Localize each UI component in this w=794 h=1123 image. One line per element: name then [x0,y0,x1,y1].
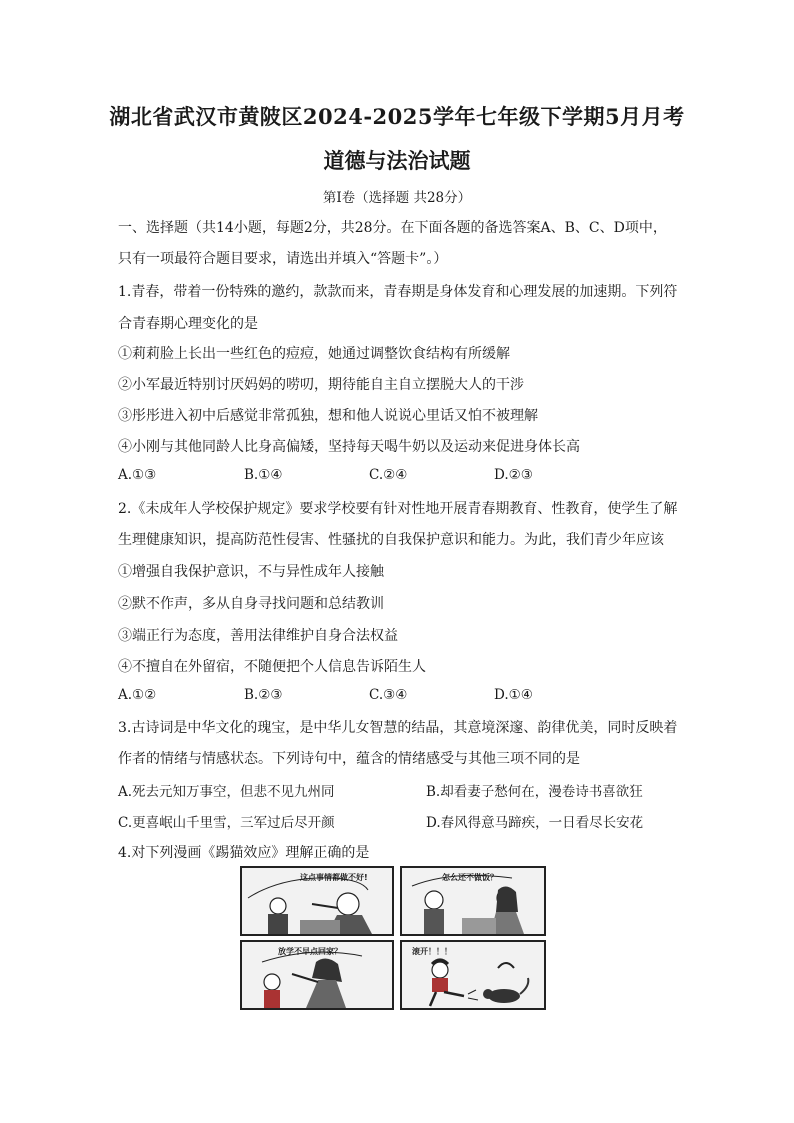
q2-item-3: ③端正行为态度，善用法律维护自身合法权益 [118,628,398,644]
exam-title-line1: 湖北省武汉市黄陂区2024-2025学年七年级下学期5月月考 [109,104,685,129]
q2-option-c: C.③④ [369,687,408,703]
q2-option-a: A.①② [118,687,157,703]
q1-option-a: A.①③ [118,467,157,483]
comic-bubble-3: 放学不早点回家？ [278,947,342,956]
q2-item-1: ①增强自我保护意识，不与异性成年人接触 [118,564,384,580]
q1-option-c: C.②④ [369,467,408,483]
q3-stem-line2: 作者的情绪与情感状态。下列诗句中，蕴含的情绪感受与其他三项不同的是 [118,751,580,767]
q3-option-a: A.死去元知万事空，但悲不见九州同 [118,784,335,800]
q2-stem-line2: 生理健康知识，提高防范性侵害、性骚扰的自我保护意识和能力。为此，我们青少年应该 [118,532,664,548]
q2-stem-line1: 2.《未成年人学校保护规定》要求学校要有针对性地开展青春期教育、性教育，使学生了解 [118,501,678,517]
comic-panel-3 [240,940,394,1010]
q2-item-2: ②默不作声，多从自身寻找问题和总结教训 [118,596,384,612]
q1-option-d: D.②③ [494,467,533,483]
q3-option-c: C.更喜岷山千里雪，三军过后尽开颜 [118,815,335,831]
kick-the-cat-comic [240,866,546,1010]
q1-item-1: ①莉莉脸上长出一些红色的痘痘，她通过调整饮食结构有所缓解 [118,346,510,362]
q3-option-b: B.却看妻子愁何在，漫卷诗书喜欲狂 [426,784,643,800]
q1-stem-line1: 1.青春，带着一份特殊的邀约，款款而来，青春期是身体发育和心理发展的加速期。下列符 [118,284,678,300]
q2-option-d: D.①④ [494,687,533,703]
comic-panel-1 [240,866,394,936]
q2-option-b: B.②③ [244,687,283,703]
q1-stem-line2: 合青春期心理变化的是 [118,316,258,332]
q3-stem-line1: 3.古诗词是中华文化的瑰宝，是中华儿女智慧的结晶，其意境深邃、韵律优美，同时反映着 [118,720,678,736]
comic-bubble-2: 怎么还不做饭？ [442,873,498,882]
q3-option-d: D.春风得意马蹄疾，一日看尽长安花 [426,815,644,831]
comic-bubble-1: 这点事情都做不好! [300,873,368,882]
q2-item-4: ④不擅自在外留宿，不随便把个人信息告诉陌生人 [118,659,426,675]
section-instructions-line2: 只有一项最符合题目要求，请选出并填入“答题卡”。） [118,251,448,267]
q4-stem: 4.对下列漫画《踢猫效应》理解正确的是 [118,845,370,861]
q1-item-3: ③彤彤进入初中后感觉非常孤独，想和他人说说心里话又怕不被理解 [118,408,538,424]
comic-bubble-4: 滚开！！！ [412,947,452,956]
exam-title-line2: 道德与法治试题 [323,148,471,173]
section-instructions-line1: 一、选择题（共14小题，每题2分，共28分。在下面各题的备选答案A、B、C、D项中， [118,220,667,236]
comic-panel-2 [400,866,546,936]
q1-option-b: B.①④ [244,467,283,483]
part-heading: 第Ⅰ卷（选择题 共28分） [322,190,472,206]
q1-item-4: ④小刚与其他同龄人比身高偏矮，坚持每天喝牛奶以及运动来促进身体长高 [118,439,580,455]
q1-item-2: ②小军最近特别讨厌妈妈的唠叨，期待能自主自立摆脱大人的干涉 [118,377,524,393]
comic-panel-4 [400,940,546,1010]
